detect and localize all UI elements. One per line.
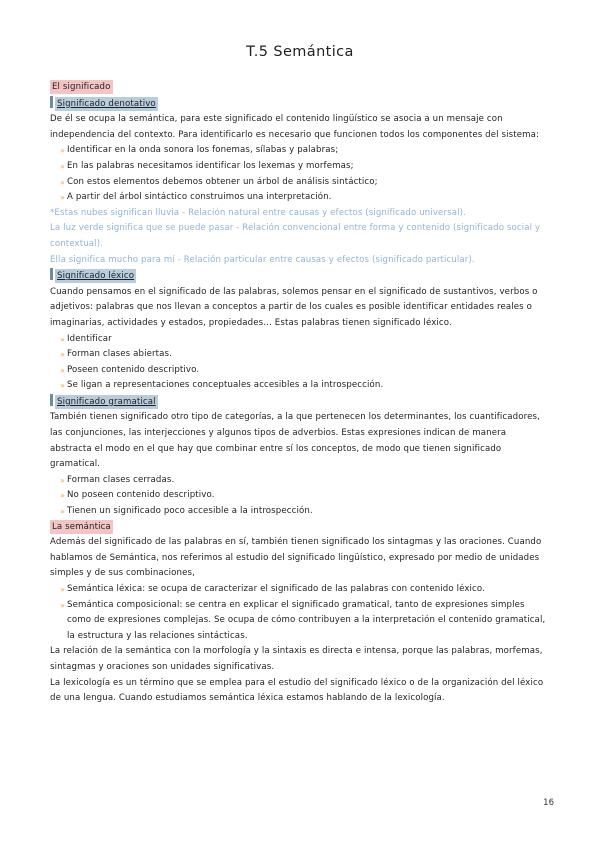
bullet-list-semantica	[50, 582, 550, 644]
list-item: » Poseen contenido descriptivo.	[62, 363, 550, 379]
subheading-marker	[50, 96, 53, 108]
note-line: Ella significa mucho para mí - Relación particular entre causas y efectos (significado particular).	[50, 254, 475, 265]
list-item: » Se ligan a representaciones conceptuales accesibles a la introspección.	[62, 378, 550, 394]
paragraph-lexicologia: La lexicología es un término que se emplea para el estudio del significado léxico o de la organización del léxico de una lengua. Cuando estudiamos semántica léxica estamos hablando de la lexicología.	[50, 677, 544, 704]
note-line: La luz verde significa que se puede pasar - Relación convencional entre forma y contenido (significado social y contextual).	[50, 223, 541, 249]
subheading-label: Significado gramatical	[57, 396, 156, 407]
section-heading-semantica	[50, 520, 550, 536]
list-item: » Identificar en la onda sonora los fonemas, sílabas y palabras;	[62, 143, 550, 159]
list-item: » Forman clases abiertas.	[62, 347, 550, 363]
subheading-lexico	[50, 268, 550, 285]
page-title: T.5 Semántica	[246, 44, 354, 60]
list-item: » Forman clases cerradas.	[62, 473, 550, 489]
list-item: » Semántica léxica: se ocupa de caracterizar el significado de las palabras con contenido léxico.	[62, 582, 550, 598]
bullet-list-lexico	[50, 332, 550, 394]
paragraph-gramatical: También tienen significado otro tipo de categorías, a la que pertenecen los determinantes, los cuantificadores, las conjunciones, las interjecciones y algunos tipos de adverbios. Estas expresiones indican de manera abstracta el modo en el que hay que combinar entre sí los conceptos, de modo que tienen significado gramatical.	[50, 412, 540, 470]
section-heading-significado	[50, 80, 550, 96]
list-item: » A partir del árbol sintáctico construimos una interpretación.	[62, 190, 550, 206]
subheading-marker	[50, 394, 53, 406]
paragraph-semantica-intro: Además del significado de las palabras en sí, también tienen significado los sintagmas y las oraciones. Cuando hablamos de Semántica, nos referimos al estudio del significado lingüístico, expresado por medio de unidades simples y de sus combinaciones,	[50, 537, 542, 579]
paragraph-lexico: Cuando pensamos en el significado de las palabras, solemos pensar en el significado de sustantivos, verbos o adjetivos: palabras que nos llevan a conceptos a partir de los cuales es posible identificar entidades reales o imaginarias, actividades y estados, propiedades… Estas palabras tienen significado léxico.	[50, 286, 538, 328]
paragraph-denotativo: De él se ocupa la semántica, para este significado el contenido lingüístico se asocia a un mensaje con independencia del contexto. Para identificarlo es necesario que funcionen todos los componentes del sistema:	[50, 114, 540, 140]
paragraph-relacion: La relación de la semántica con la morfología y la sintaxis es directa e intensa, porque las palabras, morfemas, sintagmas y oraciones son unidades significativas.	[50, 646, 543, 672]
section-heading-label: La semántica	[52, 521, 111, 532]
list-item: » Con estos elementos debemos obtener un árbol de análisis sintáctico;	[62, 175, 550, 191]
document-body	[50, 80, 550, 707]
list-item: » Identificar	[62, 332, 550, 348]
note-line: *Estas nubes significan lluvia - Relación natural entre causas y efectos (significado universal).	[50, 207, 466, 218]
list-item: » No poseen contenido descriptivo.	[62, 488, 550, 504]
section-heading-label: El significado	[52, 82, 111, 92]
subheading-marker	[50, 268, 53, 280]
list-item: » En las palabras necesitamos identificar los lexemas y morfemas;	[62, 159, 550, 175]
subheading-label: Significado denotativo	[57, 98, 156, 109]
subheading-label: Significado léxico	[57, 271, 135, 282]
list-item: » Tienen un significado poco accesible a la introspección.	[62, 504, 550, 520]
subheading-gramatical	[50, 394, 550, 411]
bullet-list-gramatical	[50, 473, 550, 520]
subheading-denotativo	[50, 96, 550, 113]
page-number: 16	[543, 798, 554, 808]
bullet-list-denotativo	[50, 143, 550, 205]
list-item: » Semántica composicional: se centra en explicar el significado gramatical, tanto de expresiones simples como de expresiones complejas. Se ocupa de cómo contribuyen a la interpretación el contenido gramatical, la estructura y las relaciones sintácticas.	[62, 598, 550, 645]
